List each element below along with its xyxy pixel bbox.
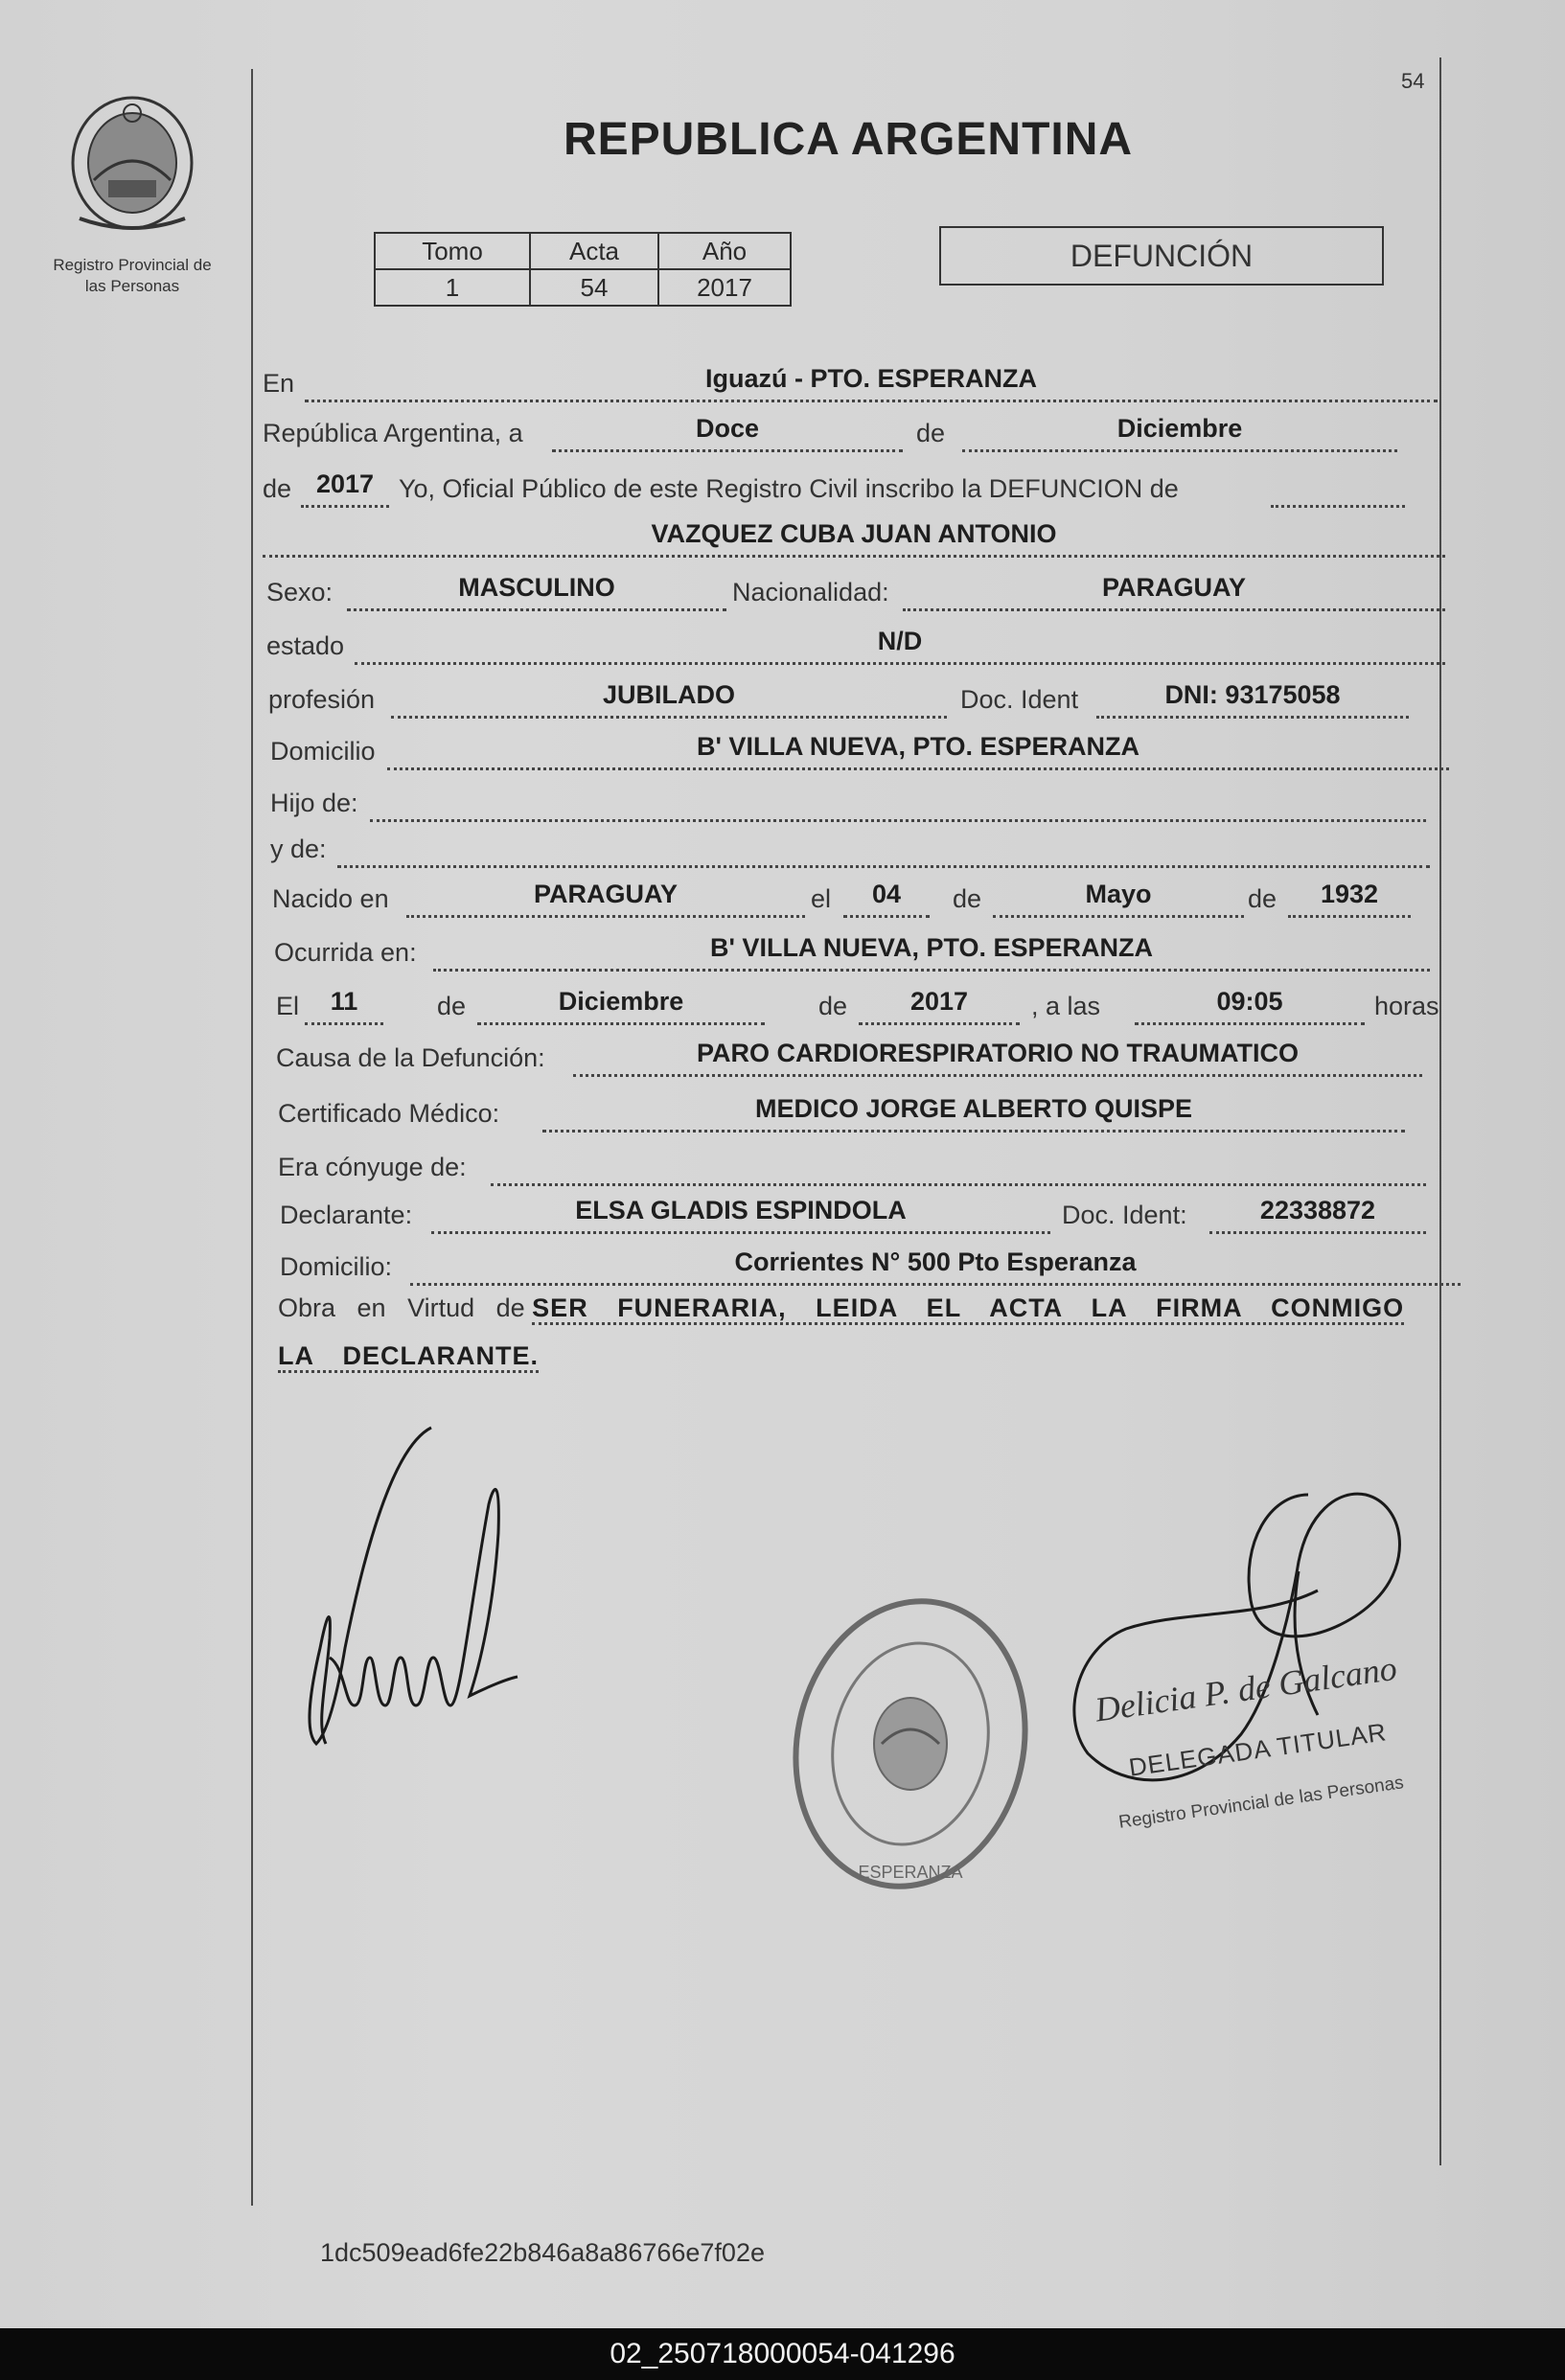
row-fecha-inscripcion — [263, 410, 1413, 452]
row-nombre — [263, 515, 1445, 558]
seal-bottom-text: ESPERANZA — [858, 1863, 963, 1882]
anio-value: 2017 — [658, 269, 791, 306]
profesion-field — [391, 674, 947, 719]
el-label: el — [811, 884, 832, 913]
officer-org: Registro Provincial de las Personas — [1117, 1773, 1405, 1833]
estado-label: estado — [266, 631, 345, 660]
row-domicilio — [270, 728, 1449, 770]
row-causa — [276, 1035, 1426, 1077]
causa-label: Causa de la Defunción: — [276, 1043, 545, 1072]
doc-label: Doc. Ident — [960, 685, 1079, 714]
anio-inscripcion-field — [301, 463, 389, 508]
row-nacimiento — [272, 876, 1441, 918]
def-hora-field — [1135, 980, 1365, 1025]
causa-value: PARO CARDIORESPIRATORIO NO TRAUMATICO — [696, 1039, 1299, 1067]
intro-text: Yo, Oficial Público de este Registro Civil inscribo la DEFUNCION de — [399, 474, 1179, 503]
conyuge-field — [491, 1141, 1426, 1186]
nacido-label: Nacido en — [272, 884, 389, 913]
row-fecha-defuncion — [276, 983, 1445, 1025]
decl-doc-label: Doc. Ident: — [1062, 1201, 1187, 1229]
left-border-line — [251, 69, 253, 2206]
declarante-value: ELSA GLADIS ESPINDOLA — [575, 1196, 907, 1224]
nombre-value: VAZQUEZ CUBA JUAN ANTONIO — [651, 519, 1057, 548]
domicilio-label: Domicilio — [270, 737, 376, 766]
nacionalidad-value: PARAGUAY — [1101, 573, 1247, 602]
row-yde — [270, 826, 1430, 868]
row-conyuge — [278, 1144, 1428, 1186]
official-seal — [776, 1590, 1045, 1897]
page-number: 54 — [1401, 69, 1425, 93]
logo-caption-line2: las Personas — [84, 277, 180, 295]
doc-value: DNI: 93175058 — [1164, 680, 1341, 709]
estado-value: N/D — [877, 627, 923, 655]
certificado-value: MEDICO JORGE ALBERTO QUISPE — [754, 1094, 1193, 1123]
barcode-id-bar: 02_250718000054-041296 — [0, 2328, 1565, 2380]
anio-inscripcion-value: 2017 — [315, 469, 375, 498]
nac-dia-field — [843, 873, 930, 918]
decl-domicilio-label: Domicilio: — [280, 1252, 393, 1281]
ocurrida-value: B' VILLA NUEVA, PTO. ESPERANZA — [710, 933, 1153, 962]
officer-title: DELEGADA TITULAR — [1127, 1717, 1389, 1782]
horas-label: horas — [1374, 992, 1439, 1020]
provincial-logo — [56, 84, 209, 238]
nacido-field — [406, 873, 805, 918]
en-label: En — [263, 369, 295, 398]
causa-field — [573, 1032, 1422, 1077]
nombre-field — [263, 513, 1445, 558]
decl-domicilio-value: Corrientes N° 500 Pto Esperanza — [734, 1247, 1137, 1276]
logo-caption-line1: Registro Provincial de — [53, 256, 212, 274]
def-anio-value: 2017 — [909, 987, 969, 1016]
dia-value: Doce — [695, 414, 760, 443]
lugar-value: Iguazú - PTO. ESPERANZA — [704, 364, 1038, 393]
acta-value: 54 — [530, 269, 658, 306]
conyuge-label: Era cónyuge de: — [278, 1153, 467, 1181]
lugar-field — [305, 357, 1438, 402]
nacionalidad-label: Nacionalidad: — [732, 578, 889, 606]
yde-label: y de: — [270, 835, 327, 863]
profesion-value: JUBILADO — [602, 680, 735, 709]
anio-header: Año — [658, 233, 791, 269]
acta-header: Acta — [530, 233, 658, 269]
hijo-field — [370, 777, 1426, 822]
certificado-label: Certificado Médico: — [278, 1099, 500, 1128]
de-label-5: de — [437, 992, 467, 1020]
row-profesion — [268, 676, 1418, 719]
domicilio-value: B' VILLA NUEVA, PTO. ESPERANZA — [697, 732, 1139, 761]
def-mes-field — [477, 980, 765, 1025]
estado-field — [355, 620, 1445, 665]
nac-anio-field — [1288, 873, 1411, 918]
El-label: El — [276, 992, 300, 1020]
nac-dia-value: 04 — [871, 880, 902, 908]
def-mes-value: Diciembre — [558, 987, 684, 1016]
row-declarante — [280, 1192, 1430, 1234]
row-certificado — [278, 1090, 1409, 1133]
dia-field — [552, 407, 903, 452]
def-anio-field — [859, 980, 1020, 1025]
row-ocurrida — [274, 929, 1430, 972]
domicilio-field — [387, 725, 1449, 770]
tomo-value: 1 — [375, 269, 530, 306]
document-title: REPUBLICA ARGENTINA — [563, 114, 1134, 165]
row-intro — [263, 466, 1413, 508]
decl-domicilio-field — [410, 1241, 1461, 1286]
row-hijo — [270, 780, 1426, 822]
def-dia-value: 11 — [330, 987, 358, 1016]
nac-anio-value: 1932 — [1320, 880, 1379, 908]
decl-doc-field — [1209, 1189, 1426, 1234]
def-dia-field — [305, 980, 383, 1025]
nacido-value: PARAGUAY — [533, 880, 679, 908]
obra-paragraph — [278, 1284, 1466, 1380]
de-label-6: de — [818, 992, 848, 1020]
document-type-box: DEFUNCIÓN — [939, 226, 1384, 286]
profesion-label: profesión — [268, 685, 376, 714]
declarante-label: Declarante: — [280, 1201, 413, 1229]
row-decl-domicilio — [280, 1244, 1461, 1286]
yde-field — [337, 823, 1430, 868]
nac-mes-field — [993, 873, 1244, 918]
de-label-4: de — [1248, 884, 1277, 913]
row-sexo — [266, 569, 1445, 611]
nacionalidad-field — [903, 566, 1445, 611]
obra-label: Obra en Virtud de — [278, 1293, 525, 1322]
doc-field — [1096, 674, 1409, 719]
document-hash: 1dc509ead6fe22b846a8a86766e7f02e — [320, 2238, 765, 2267]
hijo-label: Hijo de: — [270, 789, 358, 817]
nac-mes-value: Mayo — [1085, 880, 1152, 908]
sexo-field — [347, 566, 726, 611]
def-hora-value: 09:05 — [1216, 987, 1283, 1016]
intro-tail-field — [1271, 463, 1405, 508]
tomo-header: Tomo — [375, 233, 530, 269]
officer-name: Delicia P. de Galcano — [1093, 1648, 1399, 1729]
declarante-field — [431, 1189, 1050, 1234]
mes-field — [962, 407, 1397, 452]
alas-label: , a las — [1031, 992, 1101, 1020]
sexo-value: MASCULINO — [458, 573, 615, 602]
row-lugar — [263, 360, 1441, 402]
republica-label: República Argentina, a — [263, 419, 523, 447]
mes-value: Diciembre — [1116, 414, 1243, 443]
ocurrida-label: Ocurrida en: — [274, 938, 417, 967]
de-label-3: de — [953, 884, 982, 913]
registry-table — [374, 232, 792, 307]
decl-doc-value: 22338872 — [1259, 1196, 1376, 1224]
de-label-2: de — [263, 474, 292, 503]
declarant-signature — [288, 1418, 575, 1782]
ocurrida-field — [433, 927, 1430, 972]
de-label-1: de — [916, 419, 946, 447]
certificado-field — [542, 1087, 1405, 1133]
obra-value: SER FUNERARIA, LEIDA EL ACTA LA FIRMA CONMIGO LA DECLARANTE. — [278, 1293, 1404, 1373]
sexo-label: Sexo: — [266, 578, 334, 606]
logo-caption — [27, 255, 238, 297]
row-estado — [266, 623, 1445, 665]
